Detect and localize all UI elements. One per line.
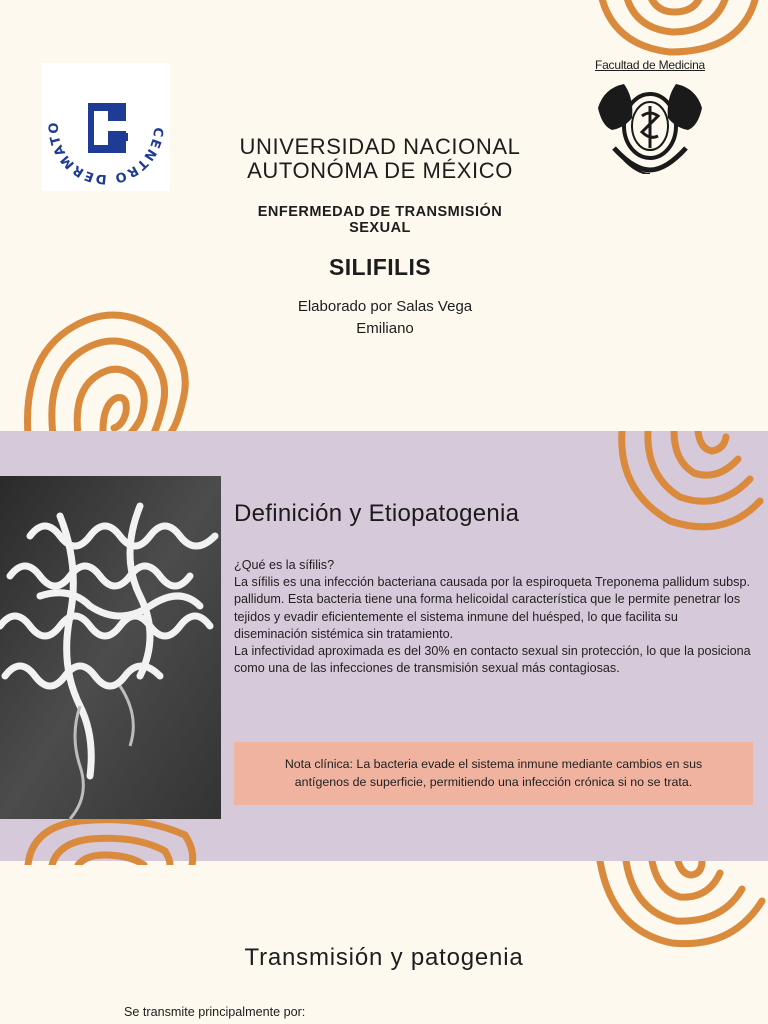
subtitle-line-1: ENFERMEDAD DE TRANSMISIÓN <box>257 204 503 220</box>
author-line-2: Emiliano <box>356 320 414 337</box>
definition-body <box>234 557 754 677</box>
topic-title: SILIFILIS <box>329 254 431 280</box>
facultad-caption: Facultad de Medicina <box>594 58 706 72</box>
spirochete-image-icon <box>0 476 221 819</box>
svg-text:CENTRO DERMATOLOGICO PASCUA: CENTRO DERMATO <box>46 121 166 187</box>
clinical-note-box <box>234 742 753 805</box>
disease-category <box>180 204 580 236</box>
transmission-intro: Se transmite principalmente por: <box>124 1005 306 1019</box>
swirl-decoration-top-right <box>590 0 768 65</box>
subtitle-line-2: SEXUAL <box>349 220 411 236</box>
definition-heading: Definición y Etiopatogenia <box>234 500 520 527</box>
transmission-heading: Transmisión y patogenia <box>244 944 524 971</box>
treponema-micrograph-image <box>0 476 221 819</box>
swirl-decoration-bottom-right <box>592 861 768 951</box>
definition-question: ¿Qué es la sífilis? <box>234 558 335 572</box>
title-line-2: AUTONÓMA DE MÉXICO <box>247 158 513 183</box>
author-credit <box>240 296 530 340</box>
logo-seal-icon <box>42 63 170 191</box>
author-line-1: Elaborado por Salas Vega <box>297 298 473 315</box>
centro-dermatologico-pascua-logo <box>42 63 170 191</box>
unam-eagle-seal-icon <box>594 78 706 174</box>
definition-paragraph-2: La infectividad aproximada es del 30% en contacto sexual sin protección, lo que la posiciona como una de las infecciones de transmisión sexual más contagiosas. <box>234 644 751 676</box>
facultad-de-medicina-logo <box>588 58 712 176</box>
swirl-decoration-left <box>18 300 196 440</box>
definition-paragraph-1: La sífilis es una infección bacteriana causada por la espiroqueta Treponema pallidum subsp. pallidum. Esta bacteria tiene una forma helicoidal característica que le permite penetrar los tejidos y evadir eficientemente el sistema inmune del huésped, lo que facilita su diseminación sistémica sin tratamiento. <box>234 575 750 641</box>
title-line-1: UNIVERSIDAD NACIONAL <box>239 134 521 159</box>
clinical-note-text: Nota clínica: La bacteria evade el sistema inmune mediante cambios en sus antígenos de superficie, permitiendo una infección crónica si no se trata. <box>284 757 703 789</box>
university-title <box>180 135 580 183</box>
